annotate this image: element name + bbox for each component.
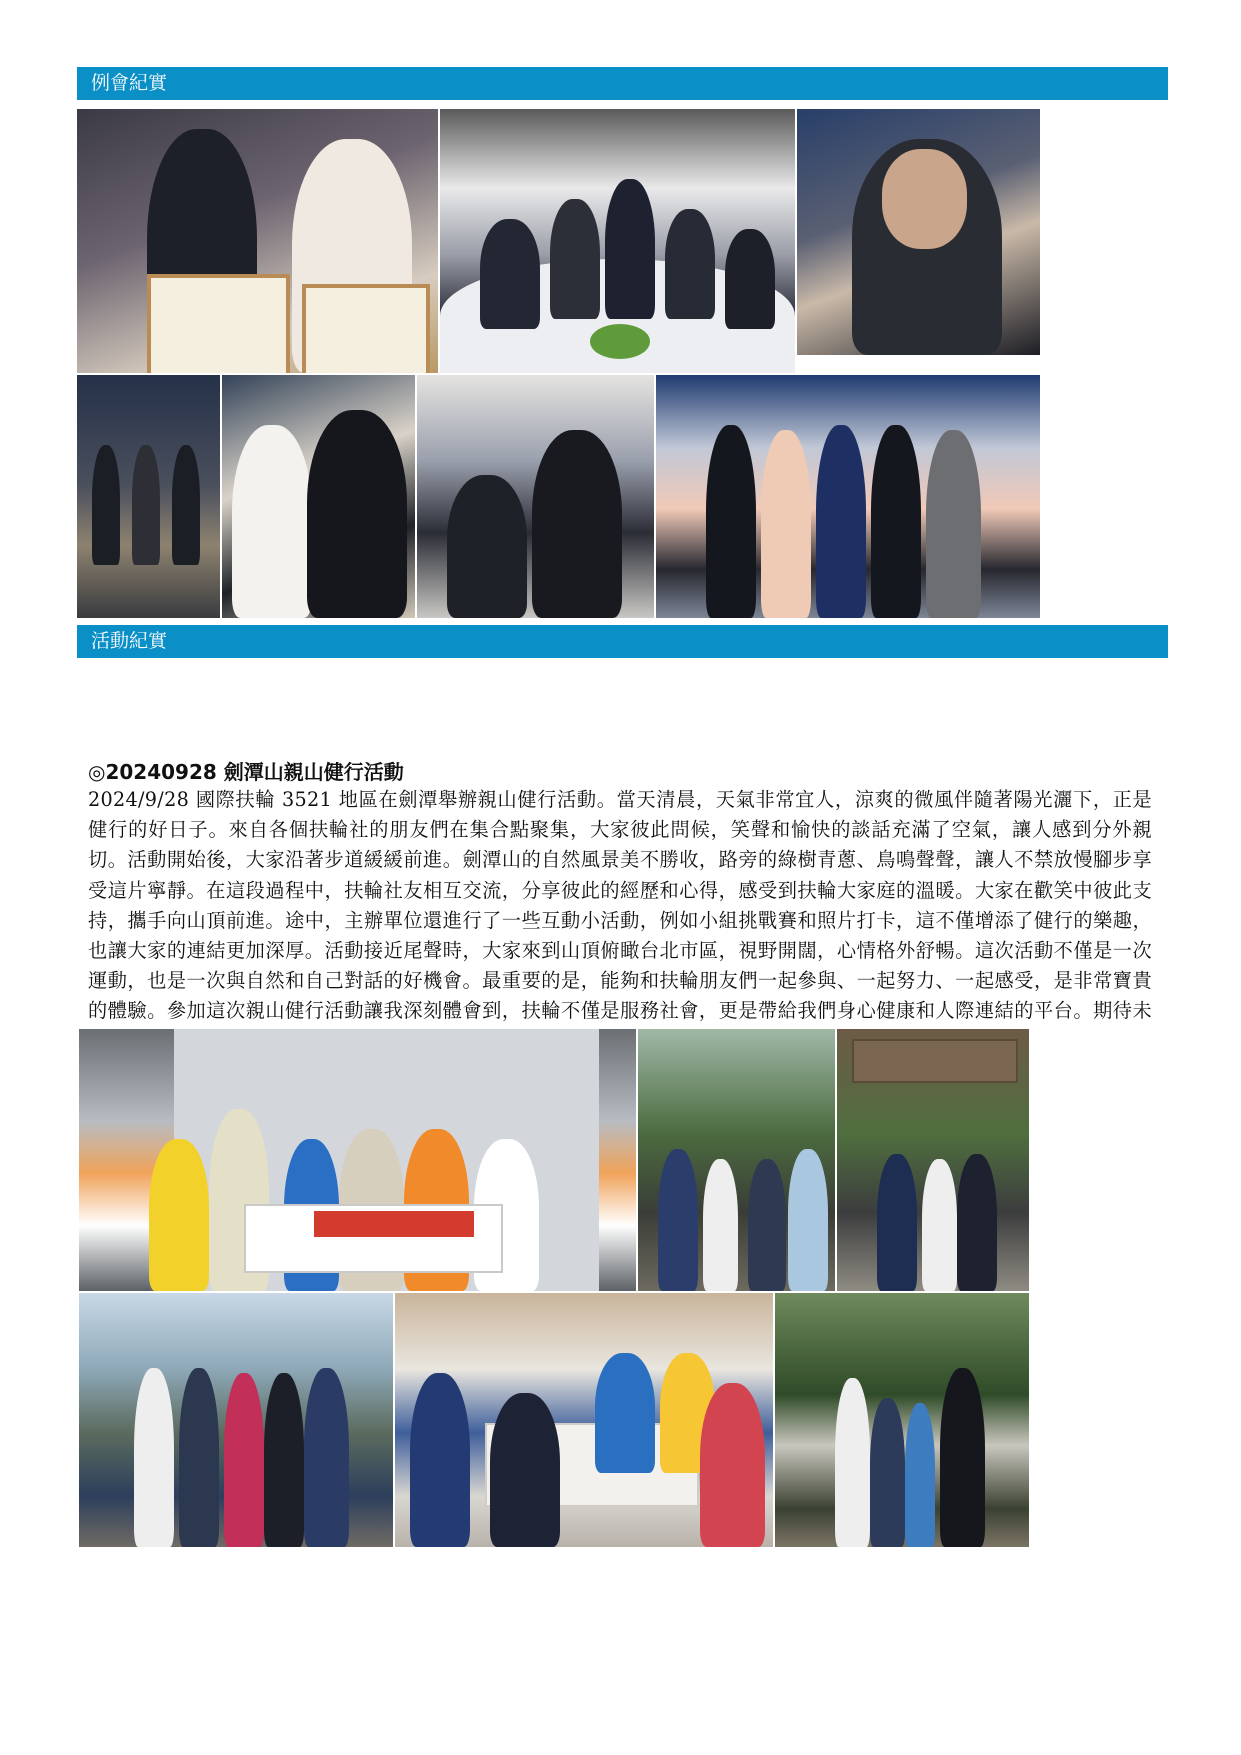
section-title-activity: 活動紀實 — [91, 630, 168, 652]
photo-banquet-table-group — [440, 109, 795, 373]
photo-city-view-platform — [79, 1293, 393, 1547]
photo-group-with-club-banner — [79, 1029, 636, 1291]
photo-seated-speaker-with-microphone — [417, 375, 654, 618]
photo-certificate-holders-row — [77, 375, 220, 618]
article-body: 2024/9/28 國際扶輪 3521 地區在劍潭舉辦親山健行活動。當天清晨，天氣非常宜人，涼爽的微風伴隨著陽光灑下，正是健行的好日子。來自各個扶輪社的朋友們在集合點聚集，大家彼此問候，笑聲和愉快的談話充滿了空氣，讓人感到分外親切。活動開始後，大家沿著步道緩緩前進。劍潭山的自然風景美不勝收，路旁的綠樹青蔥、鳥鳴聲聲，讓人不禁放慢腳步享受這片寧靜。在這段過程中，扶輪社友相互交流，分享彼此的經歷和心得，感受到扶輪大家庭的溫暖。大家在歡笑中彼此支持，攜手向山頂前進。途中，主辦單位還進行了一些互動小活動，例如小組挑戰賽和照片打卡，這不僅增添了健行的樂趣，也讓大家的連結更加深厚。活動接近尾聲時，大家來到山頂俯瞰台北市區，視野開闊，心情格外舒暢。這次活動不僅是一次運動，也是一次與自然和自己對話的好機會。最重要的是，能夠和扶輪朋友們一起參與、一起努力、一起感受，是非常寶貴的體驗。參加這次親山健行活動讓我深刻體會到，扶輪不僅是服務社會，更是帶給我們身心健康和人際連結的平台。期待未 — [88, 788, 1152, 1023]
photo-two-members-portrait — [222, 375, 415, 618]
photo-trail-selfie-group — [775, 1293, 1029, 1547]
photo-speaker-with-microphone — [797, 109, 1040, 355]
photo-cafe-table-group — [395, 1293, 773, 1547]
photo-certificate-presentation — [77, 109, 438, 373]
photo-flag-exchange-group — [656, 375, 1040, 618]
section-title-meeting: 例會紀實 — [91, 72, 168, 94]
photo-forest-trail-group — [638, 1029, 835, 1291]
section-header-activity — [77, 625, 1168, 658]
article-title: ◎20240928 劍潭山親山健行活動 — [88, 760, 404, 784]
section-header-meeting — [77, 67, 1168, 100]
photo-scenic-gate-stairs — [837, 1029, 1029, 1291]
